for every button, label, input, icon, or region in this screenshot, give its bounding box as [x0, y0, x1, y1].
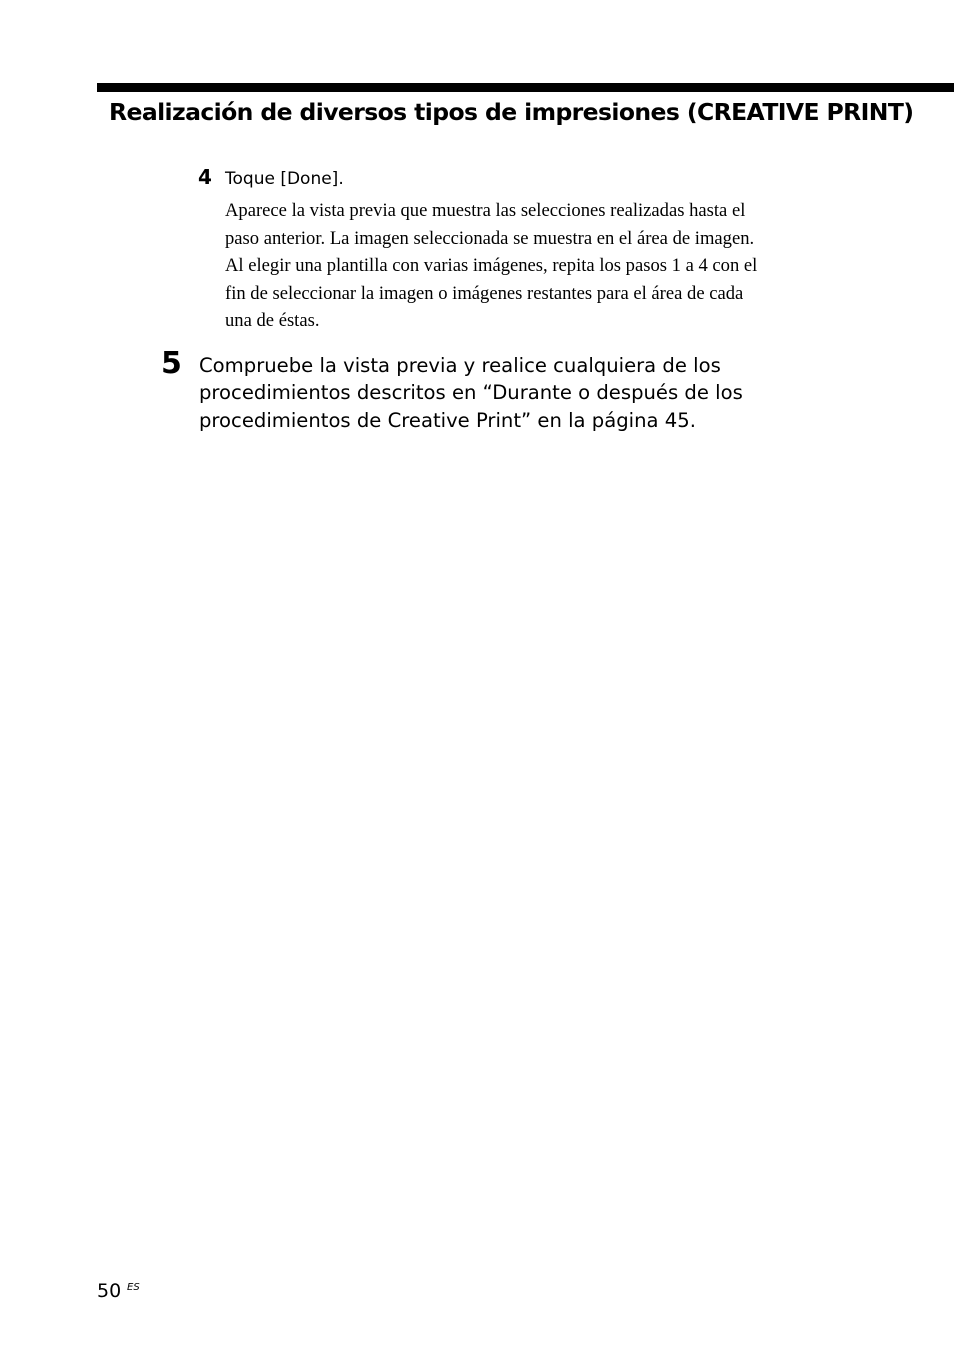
header-rule [97, 83, 954, 92]
substep-action: Toque [Done]. [225, 169, 344, 189]
step-text-line: procedimientos de Creative Print” en la página 45. [199, 408, 696, 432]
section-title: Realización de diversos tipos de impresiones (CREATIVE PRINT) [109, 98, 914, 126]
substep-description [225, 197, 885, 335]
page-number: 50 [97, 1280, 122, 1302]
step-number: 5 [161, 346, 182, 381]
step-text [199, 352, 743, 434]
description-line: paso anterior. La imagen seleccionada se muestra en el área de imagen. [225, 227, 755, 249]
description-line: una de éstas. [225, 310, 320, 331]
language-code: ES [127, 1282, 140, 1293]
step-text-line: Compruebe la vista previa y realice cualquiera de los [199, 354, 721, 377]
description-line: Aparece la vista previa que muestra las selecciones realizadas hasta el [225, 200, 746, 221]
description-line: fin de seleccionar la imagen o imágenes restantes para el área de cada [225, 282, 744, 304]
substep-number: 4 [198, 165, 212, 189]
step-text-line: procedimientos descritos en “Durante o después de los [199, 381, 743, 405]
description-line: Al elegir una plantilla con varias imágenes, repita los pasos 1 a 4 con el [225, 255, 758, 276]
